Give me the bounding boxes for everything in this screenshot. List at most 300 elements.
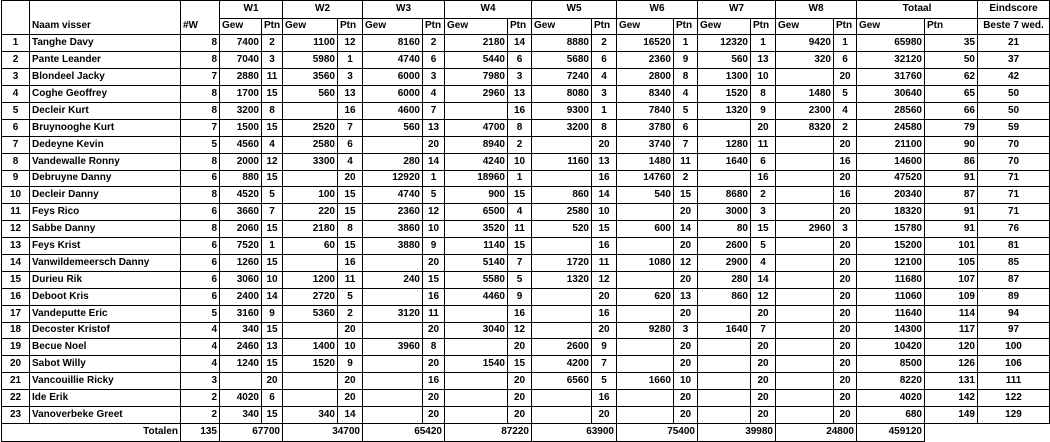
week-1-gew-cell: 7400 xyxy=(220,35,262,52)
name-cell: Durieu Rik xyxy=(30,271,181,288)
week-4-ptn-cell: 20 xyxy=(508,339,532,356)
week-5-gew-cell: 3200 xyxy=(532,119,592,136)
rank-cell: 16 xyxy=(2,288,30,305)
rank-cell: 23 xyxy=(2,406,30,423)
week-2-ptn-cell: 20 xyxy=(338,170,363,187)
eindscore-cell: 106 xyxy=(978,356,1050,373)
total-gew-cell: 11060 xyxy=(857,288,925,305)
header-gew: Gew xyxy=(776,18,834,35)
week-6-ptn-cell: 2 xyxy=(674,170,698,187)
week-3-gew-cell: 560 xyxy=(363,119,423,136)
week-8-ptn-cell: 4 xyxy=(834,102,857,119)
week-3-ptn-cell: 16 xyxy=(423,373,445,390)
name-cell: Blondeel Jacky xyxy=(30,69,181,86)
week-4-ptn-cell: 8 xyxy=(508,119,532,136)
table-row xyxy=(2,35,1050,52)
table-row xyxy=(2,86,1050,103)
week-8-gew-cell xyxy=(776,69,834,86)
table-row xyxy=(2,187,1050,204)
week-2-gew-cell xyxy=(283,390,338,407)
week-7-ptn-cell: 20 xyxy=(751,406,776,423)
week-7-ptn-cell: 14 xyxy=(751,271,776,288)
week-5-gew-cell: 8880 xyxy=(532,35,592,52)
total-gew-cell: 14300 xyxy=(857,322,925,339)
week-7-gew-cell: 80 xyxy=(698,221,751,238)
table-row xyxy=(2,254,1050,271)
rank-cell: 19 xyxy=(2,339,30,356)
week-8-gew-cell xyxy=(776,204,834,221)
week-3-ptn-cell: 13 xyxy=(423,119,445,136)
week-2-gew-cell: 2580 xyxy=(283,136,338,153)
week-8-ptn-cell: 20 xyxy=(834,288,857,305)
total-gew-cell: 12100 xyxy=(857,254,925,271)
week-6-ptn-cell: 20 xyxy=(674,339,698,356)
header-gew: Gew xyxy=(617,18,674,35)
week-8-gew-cell: 9420 xyxy=(776,35,834,52)
week-6-gew-cell xyxy=(617,356,674,373)
table-row xyxy=(2,339,1050,356)
week-3-ptn-cell: 10 xyxy=(423,221,445,238)
competitions-count-cell: 6 xyxy=(181,288,220,305)
week-7-ptn-cell: 12 xyxy=(751,288,776,305)
total-gew-cell: 47520 xyxy=(857,170,925,187)
week-2-gew-cell: 560 xyxy=(283,86,338,103)
week-6-ptn-cell: 20 xyxy=(674,271,698,288)
week-2-gew-cell xyxy=(283,254,338,271)
table-row xyxy=(2,288,1050,305)
total-ptn-cell: 101 xyxy=(925,238,978,255)
week-1-gew-cell: 4020 xyxy=(220,390,262,407)
week-8-gew-cell: 8320 xyxy=(776,119,834,136)
week-3-gew-cell xyxy=(363,356,423,373)
total-gew-cell: 11640 xyxy=(857,305,925,322)
week-5-ptn-cell: 20 xyxy=(592,136,617,153)
total-gew-cell: 15780 xyxy=(857,221,925,238)
week-5-ptn-cell: 9 xyxy=(592,339,617,356)
week-8-gew-cell: 2960 xyxy=(776,221,834,238)
week-5-gew-cell xyxy=(532,305,592,322)
week-4-ptn-cell: 20 xyxy=(508,390,532,407)
week-6-gew-cell: 14760 xyxy=(617,170,674,187)
week-8-gew-cell xyxy=(776,373,834,390)
week-5-ptn-cell: 2 xyxy=(592,35,617,52)
week-3-ptn-cell: 16 xyxy=(423,288,445,305)
header-gew: Gew xyxy=(363,18,423,35)
week-2-gew-cell: 5360 xyxy=(283,305,338,322)
week-3-gew-cell: 4600 xyxy=(363,102,423,119)
column-header-row xyxy=(2,18,1050,35)
week-5-ptn-cell: 16 xyxy=(592,305,617,322)
week-7-gew-cell xyxy=(698,305,751,322)
total-gew-cell: 4020 xyxy=(857,390,925,407)
week-6-ptn-cell: 20 xyxy=(674,238,698,255)
name-cell: Vanoverbeke Greet xyxy=(30,406,181,423)
eindscore-cell: 81 xyxy=(978,238,1050,255)
week-7-ptn-cell: 2 xyxy=(751,187,776,204)
total-gew-cell: 32120 xyxy=(857,52,925,69)
name-cell: Feys Krist xyxy=(30,238,181,255)
week-4-ptn-cell: 2 xyxy=(508,136,532,153)
week-6-gew-cell xyxy=(617,339,674,356)
week-7-ptn-cell: 13 xyxy=(751,52,776,69)
total-gew-cell: 8500 xyxy=(857,356,925,373)
week-8-ptn-cell: 20 xyxy=(834,170,857,187)
week-4-ptn-cell: 16 xyxy=(508,305,532,322)
week-1-ptn-cell: 20 xyxy=(262,373,283,390)
header-ptn: Ptn xyxy=(508,18,532,35)
week-2-ptn-cell: 14 xyxy=(338,406,363,423)
week-8-ptn-cell: 1 xyxy=(834,35,857,52)
week-4-gew-cell: 4700 xyxy=(445,119,508,136)
week-6-ptn-cell: 5 xyxy=(674,102,698,119)
week-4-gew-cell: 18960 xyxy=(445,170,508,187)
table-row xyxy=(2,170,1050,187)
week-3-gew-cell: 3120 xyxy=(363,305,423,322)
competitions-count-cell: 4 xyxy=(181,322,220,339)
week-3-ptn-cell: 4 xyxy=(423,86,445,103)
week-7-gew-cell: 3000 xyxy=(698,204,751,221)
week-6-gew-cell: 8340 xyxy=(617,86,674,103)
week-7-gew-cell: 2600 xyxy=(698,238,751,255)
week-2-ptn-cell: 6 xyxy=(338,136,363,153)
table-row xyxy=(2,204,1050,221)
week-5-gew-cell: 1160 xyxy=(532,153,592,170)
week-8-gew-cell xyxy=(776,153,834,170)
week-7-gew-cell: 1520 xyxy=(698,86,751,103)
week-7-ptn-cell: 5 xyxy=(751,238,776,255)
week-1-ptn-cell: 15 xyxy=(262,322,283,339)
week-3-gew-cell: 240 xyxy=(363,271,423,288)
week-5-gew-cell: 9300 xyxy=(532,102,592,119)
week-8-ptn-cell: 2 xyxy=(834,119,857,136)
week-1-ptn-cell: 1 xyxy=(262,238,283,255)
rank-cell: 22 xyxy=(2,390,30,407)
rank-cell: 18 xyxy=(2,322,30,339)
week-6-gew-cell: 3740 xyxy=(617,136,674,153)
week-5-ptn-cell: 6 xyxy=(592,52,617,69)
eindscore-cell: 94 xyxy=(978,305,1050,322)
week-1-ptn-cell: 4 xyxy=(262,136,283,153)
week-1-gew-cell: 1240 xyxy=(220,356,262,373)
week-4-gew-cell: 900 xyxy=(445,187,508,204)
competitions-count-cell: 8 xyxy=(181,187,220,204)
week-2-ptn-cell: 4 xyxy=(338,153,363,170)
competitions-count-cell: 4 xyxy=(181,339,220,356)
total-ptn-cell: 91 xyxy=(925,204,978,221)
week-8-gew-cell xyxy=(776,187,834,204)
table-row xyxy=(2,69,1050,86)
week-2-gew-cell xyxy=(283,322,338,339)
rank-cell: 6 xyxy=(2,119,30,136)
header-total-gew: Gew xyxy=(857,18,925,35)
rank-cell: 2 xyxy=(2,52,30,69)
week-6-ptn-cell: 20 xyxy=(674,204,698,221)
week-5-gew-cell: 7240 xyxy=(532,69,592,86)
eindscore-cell: 89 xyxy=(978,288,1050,305)
week-4-gew-cell: 2960 xyxy=(445,86,508,103)
week-2-gew-cell: 2520 xyxy=(283,119,338,136)
week-5-ptn-cell: 4 xyxy=(592,69,617,86)
week-6-gew-cell: 1480 xyxy=(617,153,674,170)
table-row xyxy=(2,305,1050,322)
week-6-gew-cell xyxy=(617,204,674,221)
header-total-ptn: Ptn xyxy=(925,18,978,35)
week-3-ptn-cell: 20 xyxy=(423,136,445,153)
week-8-gew-cell: 2300 xyxy=(776,102,834,119)
week-1-gew-cell: 2000 xyxy=(220,153,262,170)
table-row xyxy=(2,271,1050,288)
total-ptn-cell: 109 xyxy=(925,288,978,305)
week-2-gew-cell xyxy=(283,102,338,119)
week-2-ptn-cell: 7 xyxy=(338,119,363,136)
week-5-gew-cell: 1720 xyxy=(532,254,592,271)
totals-label: Totalen xyxy=(2,423,181,441)
competitions-count-cell: 7 xyxy=(181,69,220,86)
header-totaal: Totaal xyxy=(857,1,978,19)
week-6-gew-cell: 600 xyxy=(617,221,674,238)
ranking-table xyxy=(1,0,1050,442)
week-1-ptn-cell: 8 xyxy=(262,102,283,119)
week-1-gew-cell: 1500 xyxy=(220,119,262,136)
week-1-gew-cell: 7040 xyxy=(220,52,262,69)
week-5-ptn-cell: 15 xyxy=(592,221,617,238)
eindscore-cell: 122 xyxy=(978,390,1050,407)
week-4-ptn-cell: 15 xyxy=(508,356,532,373)
header-beste-7: Beste 7 wed. xyxy=(978,18,1050,35)
competitions-count-cell: 8 xyxy=(181,102,220,119)
name-cell: Decoster Kristof xyxy=(30,322,181,339)
week-6-gew-cell: 2800 xyxy=(617,69,674,86)
week-8-gew-cell xyxy=(776,238,834,255)
week-7-gew-cell: 860 xyxy=(698,288,751,305)
week-8-ptn-cell: 20 xyxy=(834,238,857,255)
header-gew: Gew xyxy=(220,18,262,35)
week-1-ptn-cell: 15 xyxy=(262,170,283,187)
week-2-ptn-cell: 13 xyxy=(338,86,363,103)
week-1-gew-cell: 3060 xyxy=(220,271,262,288)
eindscore-cell: 37 xyxy=(978,52,1050,69)
rank-cell: 15 xyxy=(2,271,30,288)
rank-cell: 9 xyxy=(2,170,30,187)
week-7-gew-cell: 8680 xyxy=(698,187,751,204)
total-ptn-cell: 86 xyxy=(925,153,978,170)
totals-competitions: 135 xyxy=(181,423,220,441)
eindscore-cell: 70 xyxy=(978,153,1050,170)
week-1-gew-cell: 3160 xyxy=(220,305,262,322)
week-6-gew-cell: 2360 xyxy=(617,52,674,69)
table-row xyxy=(2,373,1050,390)
week-1-ptn-cell: 5 xyxy=(262,187,283,204)
week-7-ptn-cell: 20 xyxy=(751,390,776,407)
header-week-6: W6 xyxy=(617,1,698,19)
eindscore-cell: 59 xyxy=(978,119,1050,136)
table-row xyxy=(2,322,1050,339)
week-6-gew-cell: 540 xyxy=(617,187,674,204)
week-3-gew-cell xyxy=(363,322,423,339)
total-ptn-cell: 91 xyxy=(925,170,978,187)
week-7-ptn-cell: 3 xyxy=(751,204,776,221)
week-3-gew-cell: 4740 xyxy=(363,52,423,69)
week-4-ptn-cell: 20 xyxy=(508,373,532,390)
week-3-ptn-cell: 20 xyxy=(423,390,445,407)
week-8-ptn-cell: 20 xyxy=(834,373,857,390)
eindscore-cell: 100 xyxy=(978,339,1050,356)
week-7-total: 39980 xyxy=(698,423,776,441)
week-2-gew-cell: 100 xyxy=(283,187,338,204)
total-gew-cell: 15200 xyxy=(857,238,925,255)
week-5-ptn-cell: 13 xyxy=(592,153,617,170)
header-week-2: W2 xyxy=(283,1,363,19)
week-7-ptn-cell: 15 xyxy=(751,221,776,238)
week-5-gew-cell xyxy=(532,170,592,187)
table-row xyxy=(2,390,1050,407)
week-4-gew-cell: 1540 xyxy=(445,356,508,373)
week-1-gew-cell: 1700 xyxy=(220,86,262,103)
week-1-gew-cell: 2060 xyxy=(220,221,262,238)
week-1-ptn-cell: 9 xyxy=(262,305,283,322)
competitions-count-cell: 8 xyxy=(181,35,220,52)
week-8-gew-cell xyxy=(776,390,834,407)
week-4-ptn-cell: 14 xyxy=(508,35,532,52)
week-2-ptn-cell: 5 xyxy=(338,288,363,305)
header-ptn: Ptn xyxy=(338,18,363,35)
week-3-ptn-cell: 7 xyxy=(423,102,445,119)
week-2-ptn-cell: 10 xyxy=(338,339,363,356)
week-5-ptn-cell: 8 xyxy=(592,119,617,136)
week-3-gew-cell: 3860 xyxy=(363,221,423,238)
week-8-ptn-cell: 20 xyxy=(834,204,857,221)
name-cell: Vancouillie Ricky xyxy=(30,373,181,390)
week-7-ptn-cell: 20 xyxy=(751,373,776,390)
week-7-gew-cell: 560 xyxy=(698,52,751,69)
header-ptn: Ptn xyxy=(592,18,617,35)
week-6-ptn-cell: 20 xyxy=(674,305,698,322)
total-ptn-cell: 142 xyxy=(925,390,978,407)
week-3-ptn-cell: 12 xyxy=(423,204,445,221)
totals-row xyxy=(2,423,1050,441)
week-6-ptn-cell: 10 xyxy=(674,373,698,390)
week-6-gew-cell: 7840 xyxy=(617,102,674,119)
week-8-ptn-cell: 20 xyxy=(834,136,857,153)
week-7-gew-cell xyxy=(698,373,751,390)
week-5-gew-cell xyxy=(532,238,592,255)
week-1-ptn-cell: 15 xyxy=(262,406,283,423)
week-6-ptn-cell: 8 xyxy=(674,69,698,86)
eindscore-cell: 21 xyxy=(978,35,1050,52)
week-8-ptn-cell: 20 xyxy=(834,339,857,356)
name-cell: Ide Erik xyxy=(30,390,181,407)
week-4-gew-cell: 5440 xyxy=(445,52,508,69)
total-ptn-cell: 90 xyxy=(925,136,978,153)
week-2-ptn-cell: 12 xyxy=(338,35,363,52)
week-5-ptn-cell: 3 xyxy=(592,86,617,103)
week-8-ptn-cell: 20 xyxy=(834,271,857,288)
name-cell: Sabot Willy xyxy=(30,356,181,373)
total-ptn-cell: 149 xyxy=(925,406,978,423)
week-5-ptn-cell: 5 xyxy=(592,373,617,390)
week-5-gew-cell xyxy=(532,406,592,423)
week-7-gew-cell: 1280 xyxy=(698,136,751,153)
rank-cell: 8 xyxy=(2,153,30,170)
week-1-ptn-cell: 2 xyxy=(262,35,283,52)
week-3-gew-cell: 3880 xyxy=(363,238,423,255)
week-2-gew-cell xyxy=(283,373,338,390)
week-3-gew-cell xyxy=(363,373,423,390)
week-3-gew-cell: 4740 xyxy=(363,187,423,204)
week-3-ptn-cell: 14 xyxy=(423,153,445,170)
week-4-gew-cell xyxy=(445,102,508,119)
header-week-5: W5 xyxy=(532,1,617,19)
week-7-ptn-cell: 6 xyxy=(751,153,776,170)
week-3-gew-cell xyxy=(363,254,423,271)
eindscore-cell: 50 xyxy=(978,86,1050,103)
name-cell: Deboot Kris xyxy=(30,288,181,305)
rank-cell: 4 xyxy=(2,86,30,103)
header-ptn: Ptn xyxy=(423,18,445,35)
week-4-gew-cell: 6500 xyxy=(445,204,508,221)
week-2-total: 34700 xyxy=(283,423,363,441)
week-1-gew-cell: 2400 xyxy=(220,288,262,305)
total-gew-cell: 65980 xyxy=(857,35,925,52)
week-1-gew-cell: 4560 xyxy=(220,136,262,153)
week-3-ptn-cell: 2 xyxy=(423,35,445,52)
name-cell: Bruynooghe Kurt xyxy=(30,119,181,136)
week-2-ptn-cell: 20 xyxy=(338,373,363,390)
week-5-gew-cell: 5680 xyxy=(532,52,592,69)
week-5-gew-cell xyxy=(532,288,592,305)
week-8-gew-cell xyxy=(776,305,834,322)
name-cell: Feys Rico xyxy=(30,204,181,221)
week-3-gew-cell: 6000 xyxy=(363,86,423,103)
week-1-ptn-cell: 15 xyxy=(262,119,283,136)
week-6-ptn-cell: 20 xyxy=(674,356,698,373)
week-2-ptn-cell: 11 xyxy=(338,271,363,288)
week-1-ptn-cell: 13 xyxy=(262,339,283,356)
total-gew-cell: 10420 xyxy=(857,339,925,356)
week-5-ptn-cell: 16 xyxy=(592,170,617,187)
rank-cell: 11 xyxy=(2,204,30,221)
competitions-count-cell: 6 xyxy=(181,238,220,255)
competitions-count-cell: 6 xyxy=(181,254,220,271)
week-5-ptn-cell: 16 xyxy=(592,390,617,407)
week-3-ptn-cell: 1 xyxy=(423,170,445,187)
total-gew-cell: 30640 xyxy=(857,86,925,103)
competitions-count-cell: 5 xyxy=(181,136,220,153)
competitions-count-cell: 8 xyxy=(181,86,220,103)
table-row xyxy=(2,153,1050,170)
header-cell-naam-top xyxy=(30,1,181,19)
week-6-ptn-cell: 6 xyxy=(674,119,698,136)
totals-empty-eind xyxy=(978,423,1050,441)
week-4-gew-cell: 3520 xyxy=(445,221,508,238)
competitions-count-cell: 3 xyxy=(181,373,220,390)
week-3-ptn-cell: 20 xyxy=(423,254,445,271)
week-6-gew-cell: 9280 xyxy=(617,322,674,339)
week-3-gew-cell xyxy=(363,136,423,153)
name-cell: Tanghe Davy xyxy=(30,35,181,52)
week-6-gew-cell xyxy=(617,305,674,322)
week-5-gew-cell: 6560 xyxy=(532,373,592,390)
rank-cell: 14 xyxy=(2,254,30,271)
total-gew-cell: 28560 xyxy=(857,102,925,119)
week-8-ptn-cell: 16 xyxy=(834,153,857,170)
week-3-gew-cell: 3960 xyxy=(363,339,423,356)
competitions-count-cell: 7 xyxy=(181,119,220,136)
week-4-gew-cell: 1140 xyxy=(445,238,508,255)
eindscore-cell: 76 xyxy=(978,221,1050,238)
eindscore-cell: 129 xyxy=(978,406,1050,423)
week-4-gew-cell xyxy=(445,373,508,390)
